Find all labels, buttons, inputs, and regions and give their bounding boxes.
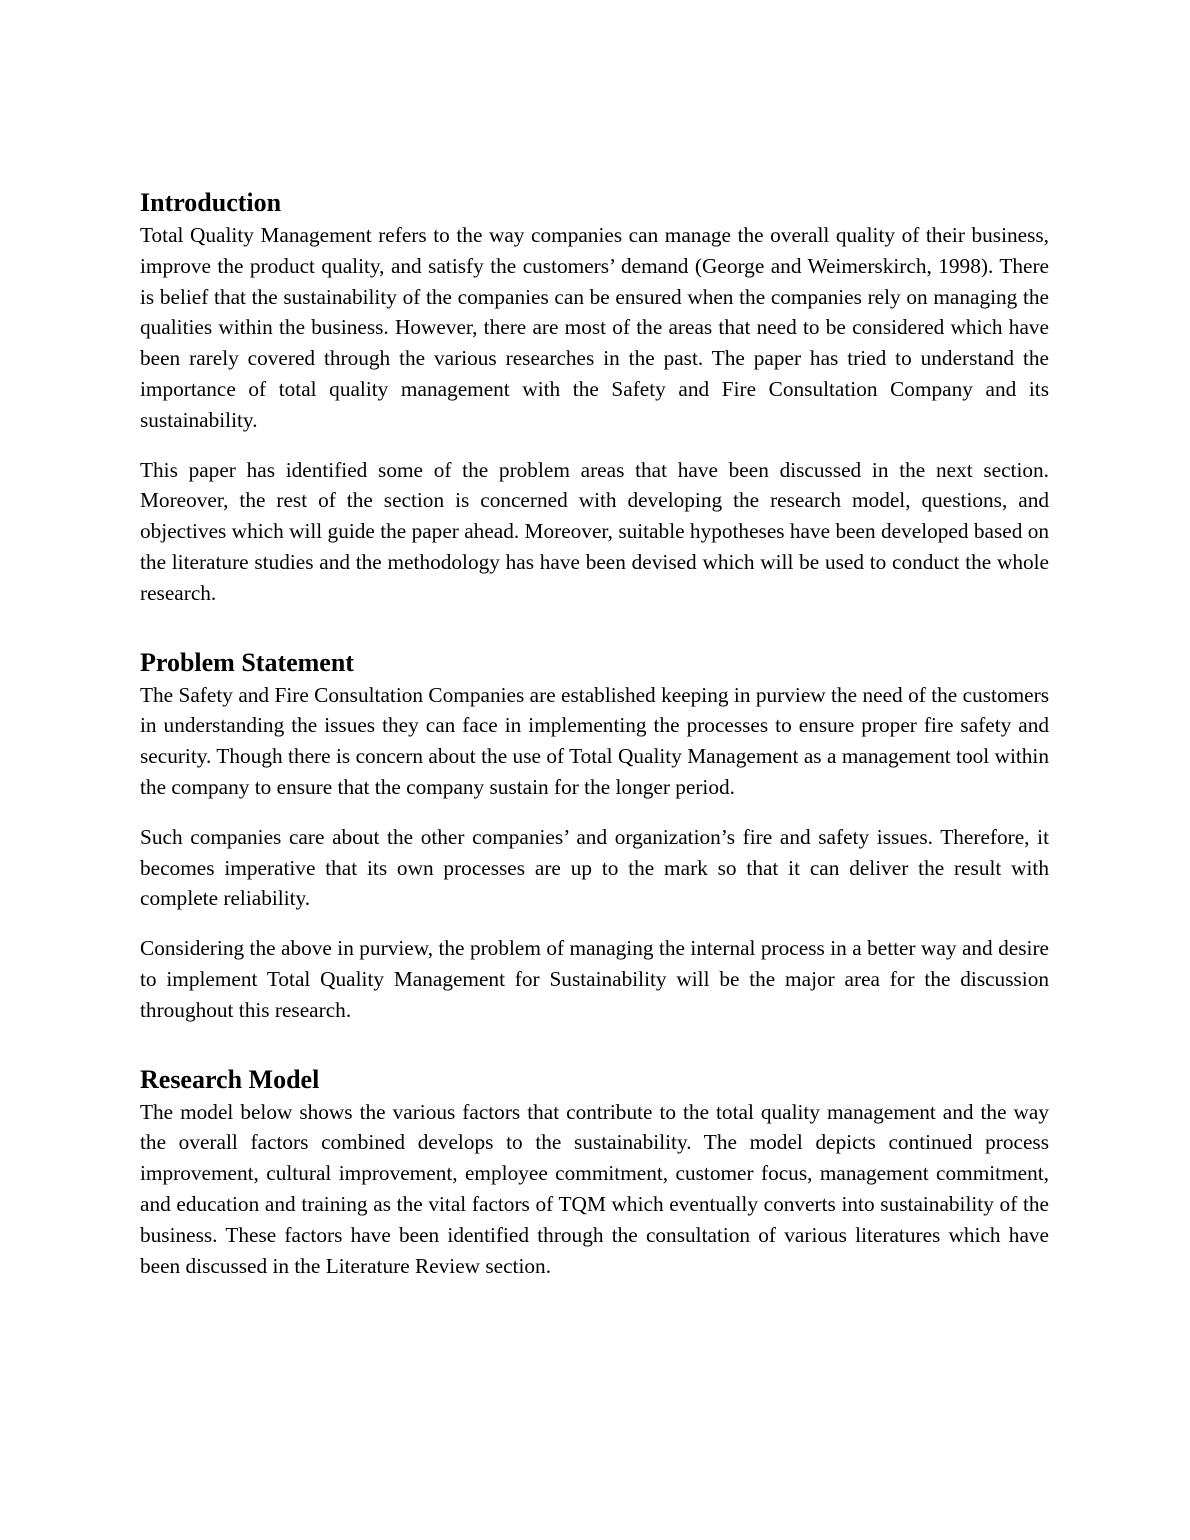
section-research-model bbox=[140, 1063, 1049, 1282]
section-problem-statement bbox=[140, 646, 1049, 1026]
heading-problem-statement: Problem Statement bbox=[140, 647, 354, 677]
paragraph: This paper has identified some of the problem areas that have been discussed in the next section. Moreover, the rest of the section is concerned with developing the research model, questions, and objectives which will guide the paper ahead. Moreover, suitable hypotheses have been developed based on the literature studies and the methodology has have been devised which will be used to conduct the whole research. bbox=[140, 457, 1049, 605]
heading-research-model: Research Model bbox=[140, 1064, 320, 1094]
paragraph: The Safety and Fire Consultation Companies are established keeping in purview the need of the customers in understanding the issues they can face in implementing the processes to ensure proper fire safety and security. Though there is concern about the use of Total Quality Management as a management tool within the company to ensure that the company sustain for the longer period. bbox=[140, 682, 1049, 799]
paragraph: The model below shows the various factors that contribute to the total quality management and the way the overall factors combined develops to the sustainability. The model depicts continued process improvement, cultural improvement, employee commitment, customer focus, management commitment, and education and training as the vital factors of TQM which eventually converts into sustainability of the business. These factors have been identified through the consultation of various literatures which have been discussed in the Literature Review section. bbox=[140, 1099, 1049, 1278]
document-page bbox=[140, 186, 1049, 1281]
paragraph: Such companies care about the other companies’ and organization’s fire and safety issues. Therefore, it becomes imperative that its own processes are up to the mark so that it can deliver the result with complete reliability. bbox=[140, 824, 1049, 911]
heading-introduction: Introduction bbox=[140, 188, 282, 217]
paragraph: Total Quality Management refers to the way companies can manage the overall quality of their business, improve the product quality, and satisfy the customers’ demand (George and Weimerskirch, 1998). There is belief that the sustainability of the companies can be ensured when the companies rely on managing the qualities within the business. However, there are most of the areas that need to be considered which have been rarely covered through the various researches in the past. The paper has tried to understand the importance of total quality management with the Safety and Fire Consultation Company and its sustainability. bbox=[140, 223, 1049, 432]
section-introduction bbox=[140, 186, 1049, 609]
paragraph: Considering the above in purview, the problem of managing the internal process in a better way and desire to implement Total Quality Management for Sustainability will be the major area for the discussion throughout this research. bbox=[140, 936, 1049, 1022]
